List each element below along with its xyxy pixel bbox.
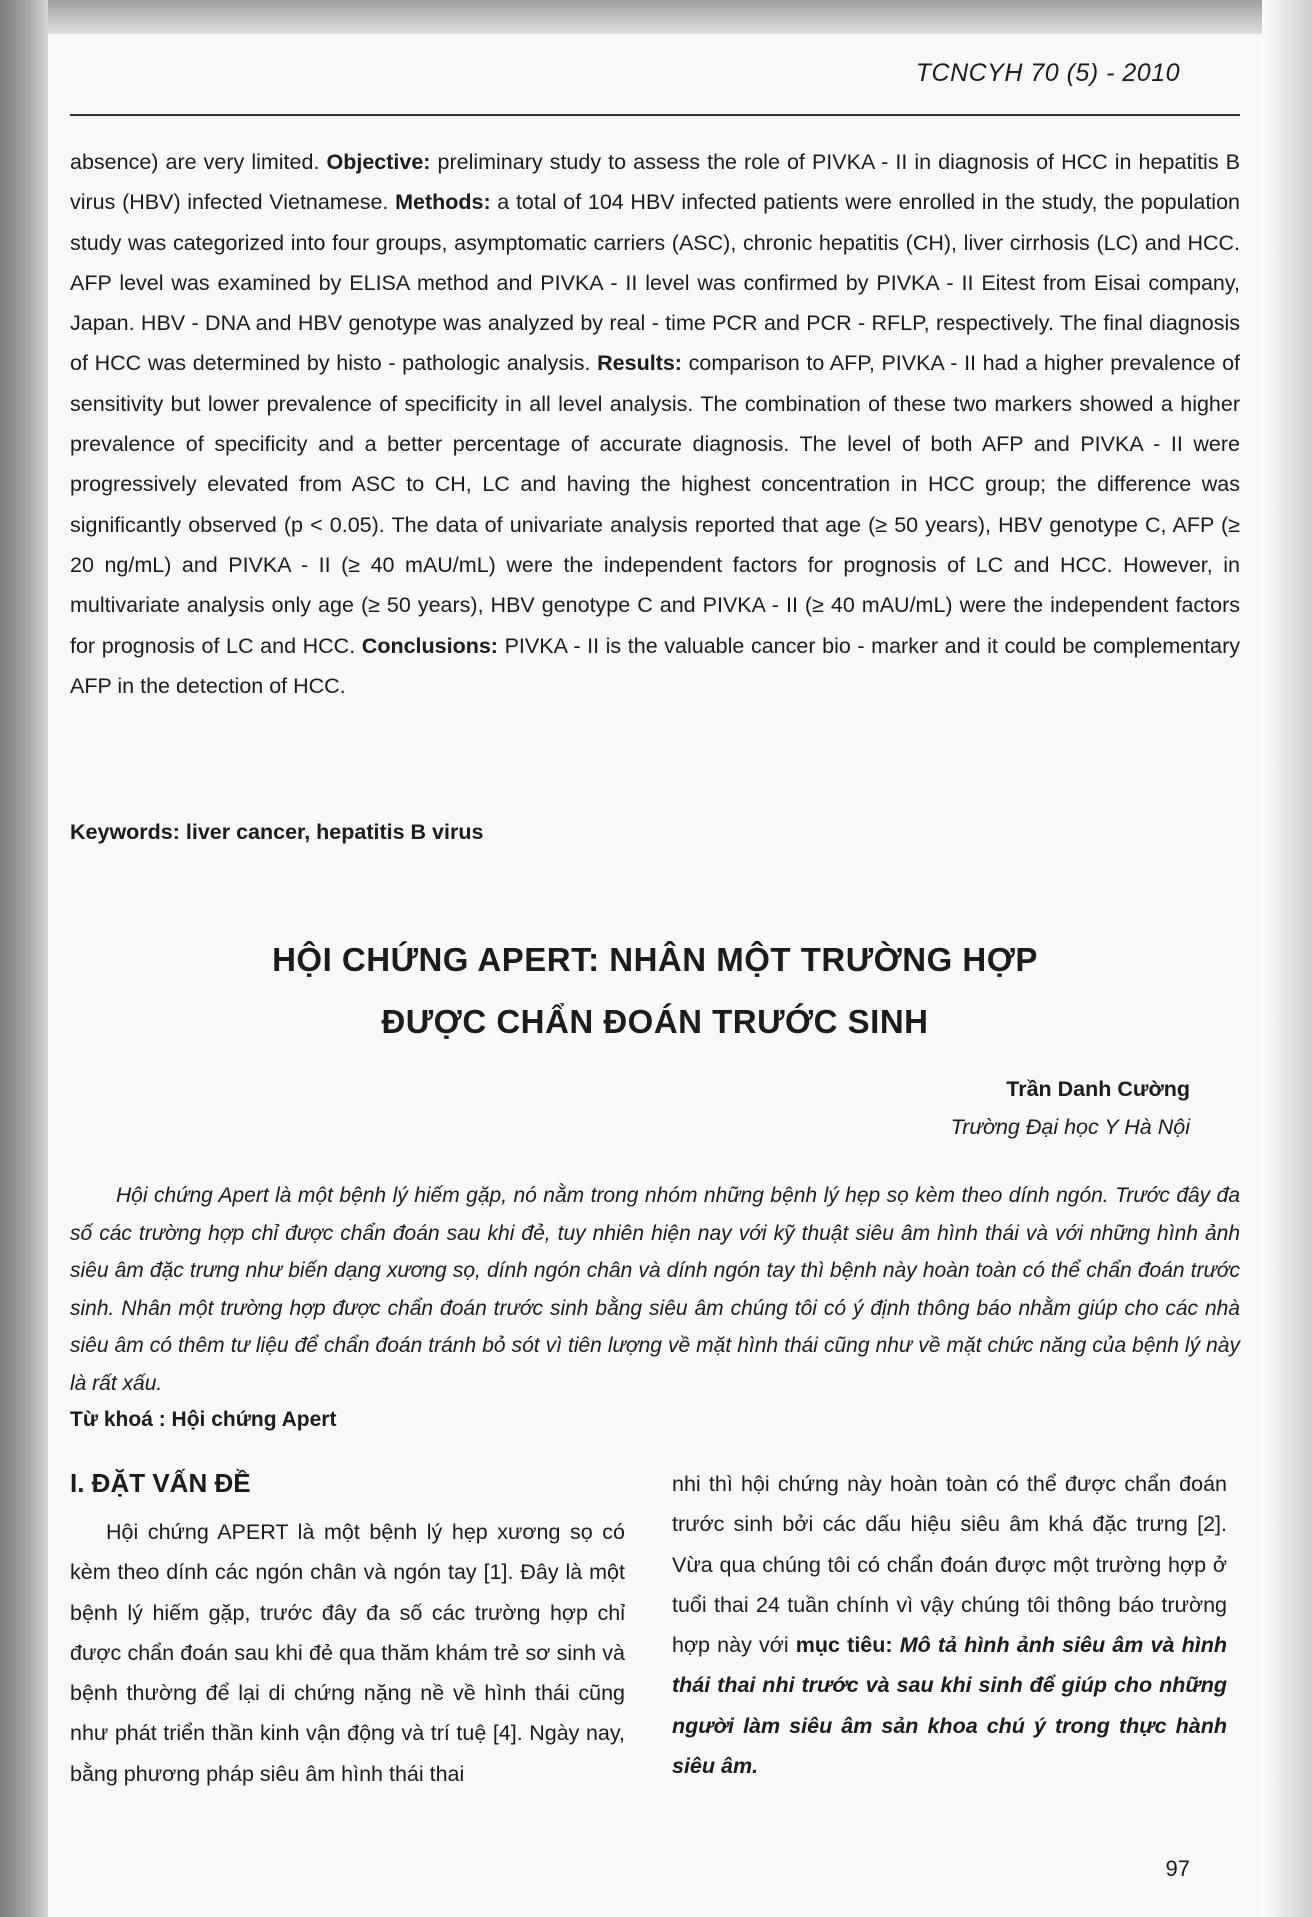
journal-page bbox=[48, 34, 1262, 1917]
english-abstract bbox=[70, 142, 1240, 706]
abstract-keywords: Keywords: liver cancer, hepatitis B virus bbox=[70, 820, 484, 844]
results-label: Results: bbox=[597, 351, 682, 376]
methods-label: Methods: bbox=[395, 190, 491, 215]
body-column-left: Hội chứng APERT là một bệnh lý hẹp xương sọ có kèm theo dính các ngón chân và ngón tay [1]. Đây là một bệnh lý hiếm gặp, trước đây đa số các trường hợp chỉ được chẩn đoán sau khi đẻ qua thăm khám trẻ sơ sinh và bệnh thường để lại di chứng nặng nề về hình thái cũng như phát triển thần kinh vận động và trí tuệ [4]. Ngày nay, bằng phương pháp siêu âm hình thái thai bbox=[70, 1520, 625, 1786]
author-affiliation: Trường Đại học Y Hà Nội bbox=[950, 1115, 1190, 1139]
scan-shadow-right bbox=[1262, 0, 1312, 1917]
section-heading-introduction: I. ĐẶT VẤN ĐỀ bbox=[70, 1468, 251, 1498]
scan-shadow-top bbox=[0, 0, 1312, 34]
abstract-intro: absence) are very limited. bbox=[70, 150, 327, 174]
objective-text: preliminary study to assess the role of PIVKA - II in diagnosis of HCC in hepatitis B virus (HBV) infected Vietnamese. bbox=[70, 150, 1240, 215]
objective-text-vn: Mô tả hình ảnh siêu âm và hình thái thai nhi trước và sau khi sinh để giúp cho những người làm siêu âm sản khoa chú ý trong thực hành siêu âm. bbox=[672, 1633, 1227, 1779]
header-rule bbox=[70, 114, 1240, 116]
vietnamese-summary: Hội chứng Apert là một bệnh lý hiếm gặp, nó nằm trong nhóm những bệnh lý hẹp sọ kèm theo dính ngón. Trước đây đa số các trường hợp chỉ được chẩn đoán sau khi đẻ, tuy nhiên hiện nay với kỹ thuật siêu âm hình thái và với những hình ảnh siêu âm đặc trưng như biến dạng xương sọ, dính ngón chân và dính ngón tay thì bệnh này hoàn toàn có thể chẩn đoán trước sinh. Nhân một trường hợp được chẩn đoán trước sinh bằng siêu âm chúng tôi có ý định thông báo nhằm giúp cho các nhà siêu âm có thêm tư liệu để chẩn đoán tránh bỏ sót vì tiên lượng về mặt hình thái cũng như về mặt chức năng của bệnh lý này là rất xấu. bbox=[70, 1184, 1240, 1395]
page-number: 97 bbox=[1165, 1856, 1190, 1881]
author-name: Trần Danh Cường bbox=[1006, 1077, 1190, 1101]
results-text: comparison to AFP, PIVKA - II had a higher prevalence of sensitivity but lower prevalence of specificity in all level analysis. The combination of these two markers showed a higher prevalence of specificity and a better percentage of accurate diagnosis. The level of both AFP and PIVKA - II were progressively elevated from ASC to CH, LC and having the highest concentration in HCC group; the difference was significantly observed (p < 0.05). The data of univariate analysis reported that age (≥ 50 years), HBV genotype C, AFP (≥ 20 ng/mL) and PIVKA - II (≥ 40 mAU/mL) were the independent factors for prognosis of LC and HCC. However, in multivariate analysis only age (≥ 50 years), HBV genotype C and PIVKA - II (≥ 40 mAU/mL) were the independent factors for prognosis of LC and HCC. bbox=[70, 351, 1240, 658]
conclusions-text: PIVKA - II is the valuable cancer bio - marker and it could be complementary AFP in the detection of HCC. bbox=[70, 633, 1240, 698]
scan-shadow-left bbox=[0, 0, 48, 1917]
methods-text: a total of 104 HBV infected patients were enrolled in the study, the population study was categorized into four groups, asymptomatic carriers (ASC), chronic hepatitis (CH), liver cirrhosis (LC) and HCC. AFP level was examined by ELISA method and PIVKA - II level was confirmed by PIVKA - II Eitest from Eisai company, Japan. HBV - DNA and HBV genotype was analyzed by real - time PCR and PCR - RFLP, respectively. The final diagnosis of HCC was determined by histo - pathologic analysis. bbox=[70, 190, 1240, 376]
vietnamese-keywords: Từ khoá : Hội chứng Apert bbox=[70, 1408, 337, 1431]
objective-label: Objective: bbox=[326, 150, 431, 174]
right-column-text: nhi thì hội chứng này hoàn toàn có thể được chẩn đoán trước sinh bởi các dấu hiệu siêu âm khá đặc trưng [2]. Vừa qua chúng tôi có chẩn đoán được một trường hợp ở tuổi thai 24 tuần chính vì vậy chúng tôi thông báo trường hợp này với bbox=[672, 1472, 1227, 1658]
objective-label-vn: mục tiêu: bbox=[795, 1633, 893, 1658]
journal-running-header: TCNCYH 70 (5) - 2010 bbox=[915, 59, 1180, 87]
article-title bbox=[70, 929, 1240, 1053]
body-column-right bbox=[672, 1464, 1227, 1786]
conclusions-label: Conclusions: bbox=[361, 633, 498, 658]
article-title-line-1: HỘI CHỨNG APERT: NHÂN MỘT TRƯỜNG HỢP bbox=[272, 941, 1038, 978]
article-title-line-2: ĐƯỢC CHẨN ĐOÁN TRƯỚC SINH bbox=[381, 1003, 929, 1040]
